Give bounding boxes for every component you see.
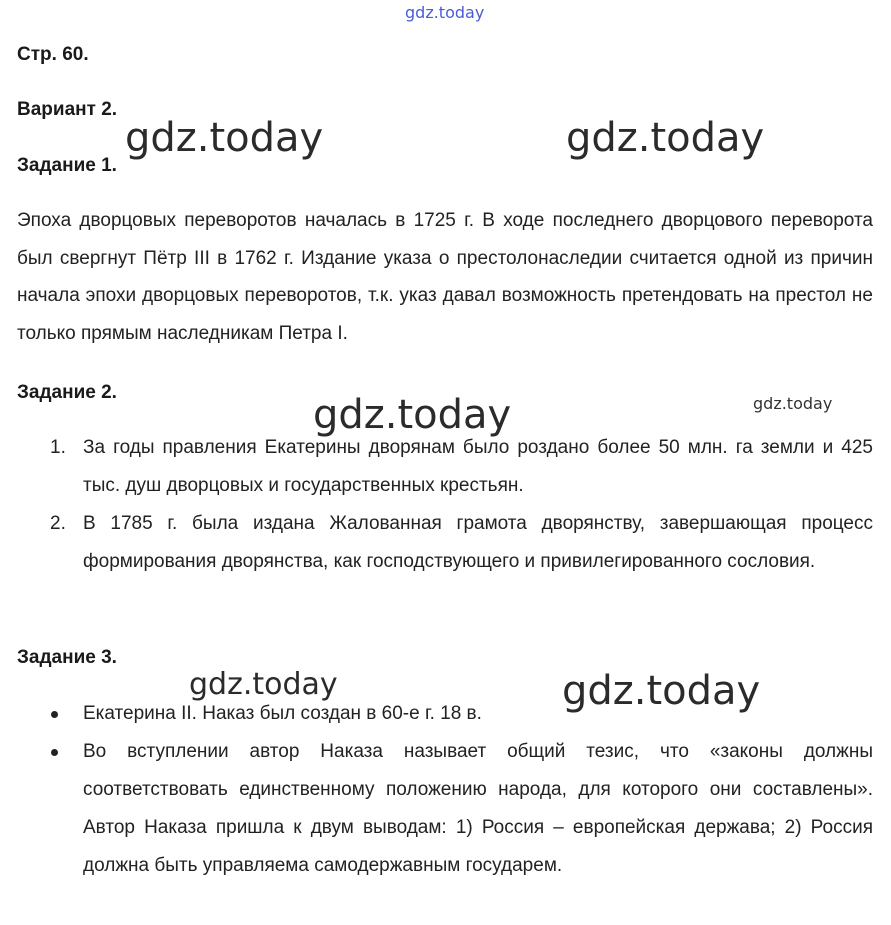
bullet-icon (51, 749, 58, 756)
watermark: gdz.today (313, 392, 512, 438)
watermark: gdz.today (189, 667, 338, 702)
list-item: За годы правления Екатерины дворянам было роздано более 50 млн. га земли и 425 тыс. душ дворцовых и государственных крестьян. (83, 437, 873, 496)
bullet-icon (51, 711, 58, 718)
watermark: gdz.today (566, 115, 765, 161)
page-label: Стр. 60. (17, 44, 89, 65)
variant-title: Вариант 2. (17, 99, 118, 120)
list-marker: 1. (50, 437, 66, 458)
list-item: Екатерина II. Наказ был создан в 60-е г. 18 в. (83, 703, 482, 724)
task1-title: Задание 1. (17, 155, 117, 176)
watermark: gdz.today (562, 668, 761, 714)
watermark: gdz.today (125, 115, 324, 161)
task3-title: Задание 3. (17, 647, 117, 668)
task2-title: Задание 2. (17, 382, 117, 403)
task1-text: Эпоха дворцовых переворотов началась в 1725 г. В ходе последнего дворцового переворота был свергнут Пётр III в 1762 г. Издание указа о престолонаследии считается одной из причин начала эпохи дворцовых переворотов, т.к. указ давал возможность претендовать на престол не только прямым наследникам Петра I. (17, 210, 873, 344)
watermark: gdz.today (753, 394, 833, 413)
watermark-top: gdz.today (405, 3, 485, 22)
list-item: Во вступлении автор Наказа называет общий тезис, что «законы должны соответствовать единственному положению народа, для которого они составлены». Автор Наказа пришла к двум выводам: 1) Россия – европейская держава; 2) Россия должна быть управляема самодержавным государем. (83, 741, 873, 876)
list-item: В 1785 г. была издана Жалованная грамота дворянству, завершающая процесс формирования дворянства, как господствующего и привилегированного сословия. (83, 513, 873, 572)
list-marker: 2. (50, 513, 66, 534)
